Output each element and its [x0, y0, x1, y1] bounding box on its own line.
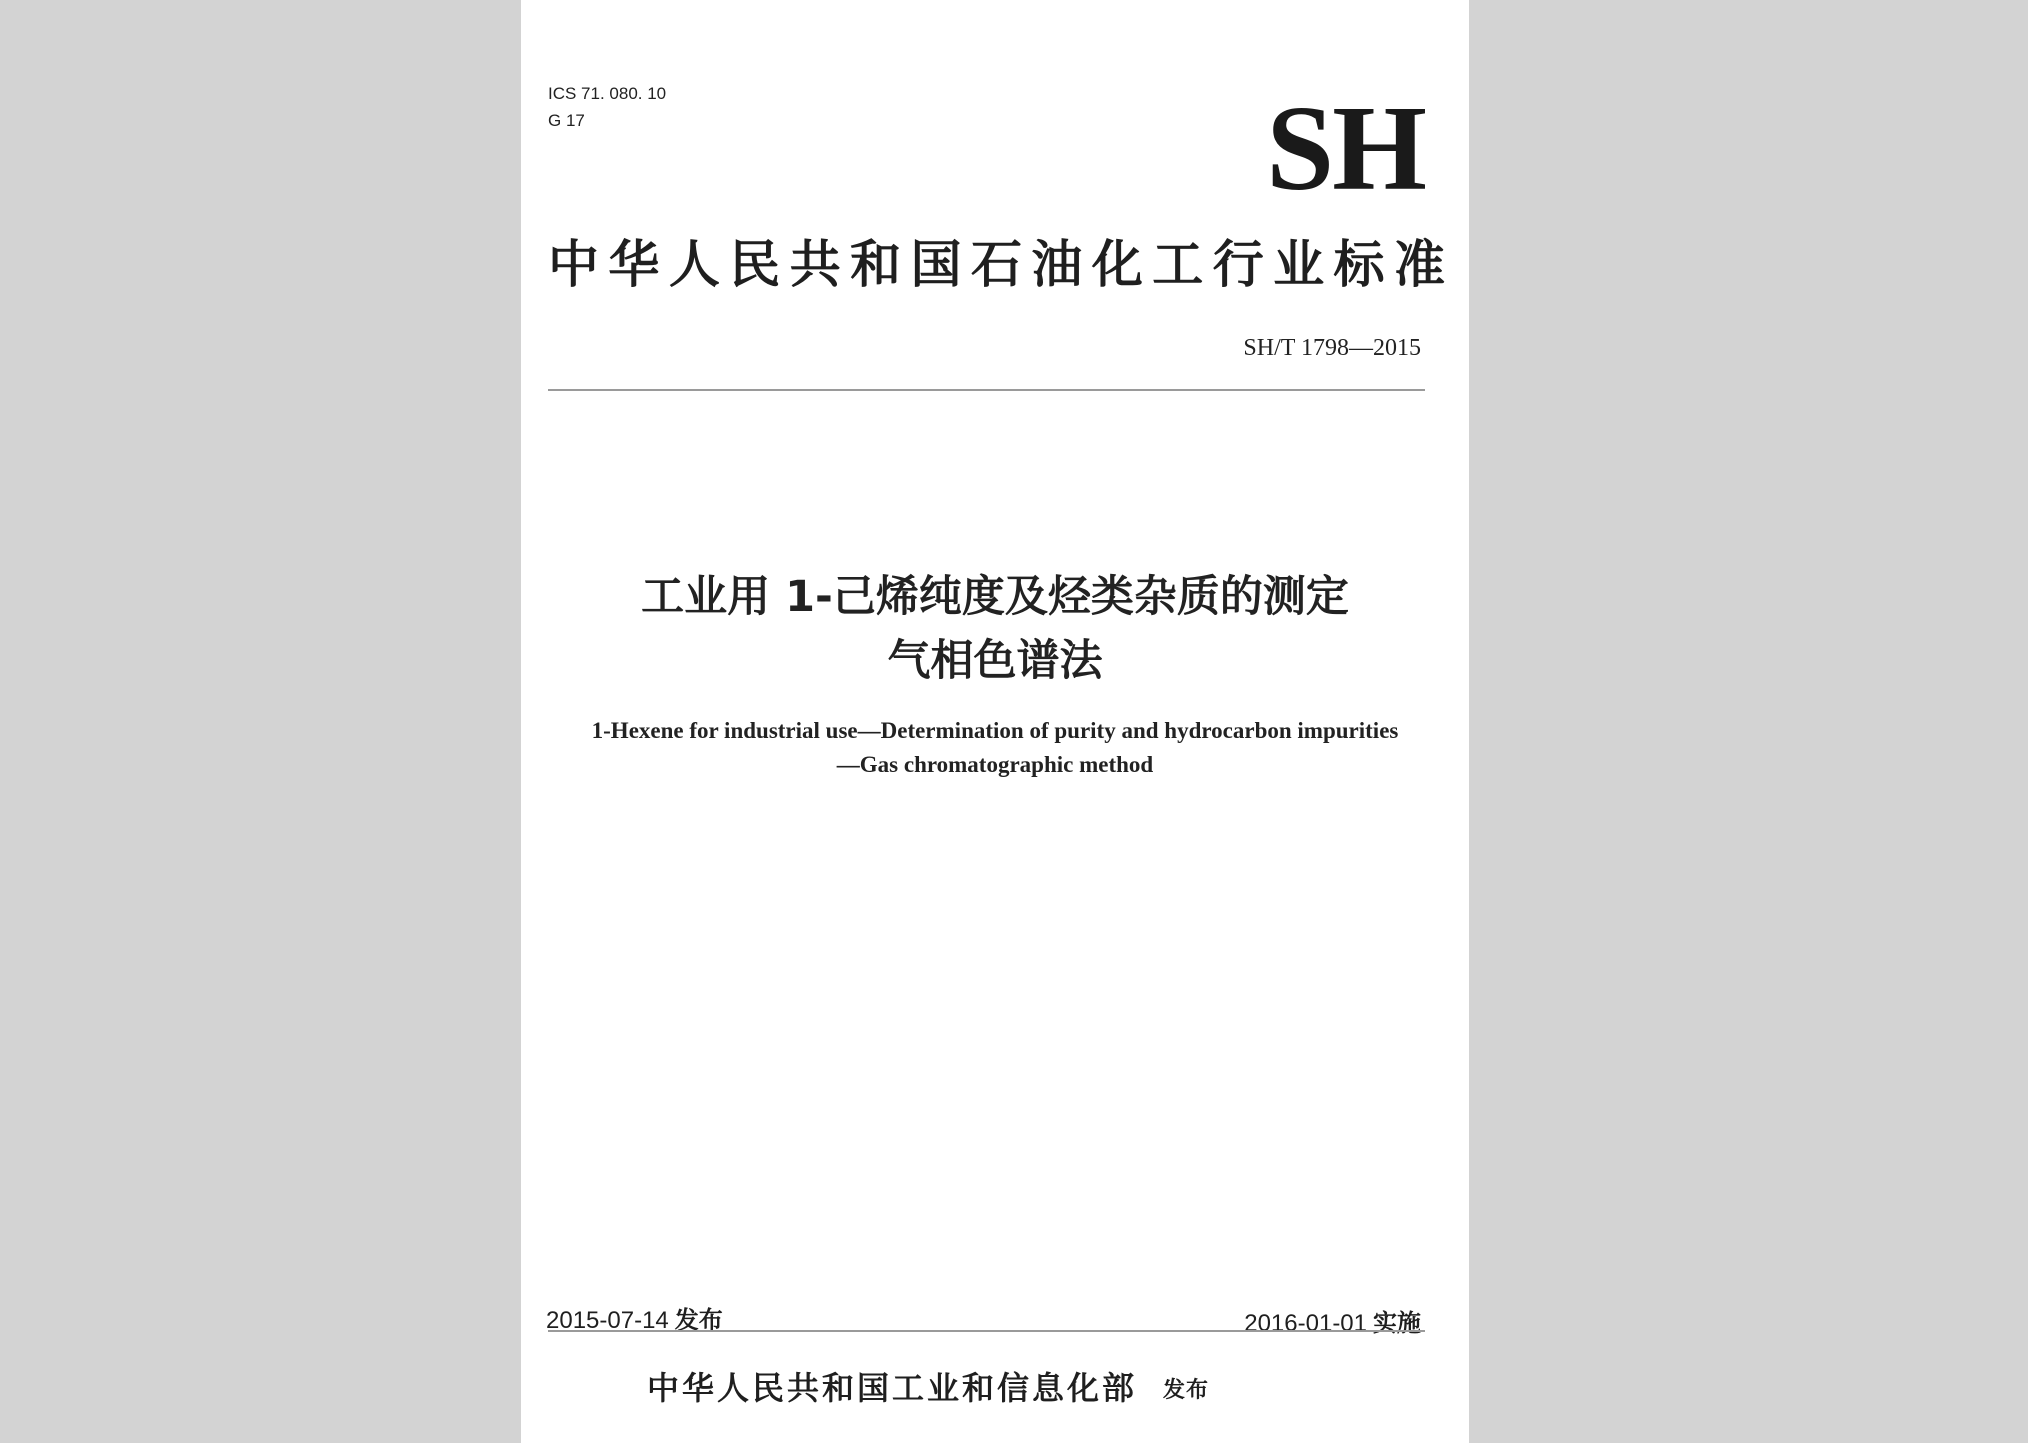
effective-label: 实施	[1373, 1309, 1421, 1337]
ics-code: ICS 71. 080. 10	[548, 84, 667, 103]
header-divider	[548, 389, 1425, 391]
cn-title-line1: 工业用 1-己烯纯度及烃类杂质的测定	[641, 572, 1349, 622]
issue-date: 2015-07-14	[546, 1307, 669, 1334]
effective-date: 2016-01-01	[1244, 1310, 1367, 1337]
document-page	[521, 0, 1469, 1443]
category-code: G 17	[548, 111, 585, 130]
effective-date-block	[1244, 1303, 1421, 1338]
sh-logo: SH	[1266, 81, 1425, 216]
issue-label: 发布	[674, 1306, 723, 1334]
en-title-line1: 1-Hexene for industrial use—Determination of purity and hydrocarbon impurities	[591, 718, 1399, 743]
standard-title: 中华人民共和国石油化工行业标准	[548, 236, 1445, 295]
publisher-block	[647, 1363, 1209, 1409]
publisher-name: 中华人民共和国工业和信息化部	[647, 1369, 1138, 1407]
cn-title-line2: 气相色谱法	[887, 636, 1103, 686]
publisher-suffix: 发布	[1163, 1378, 1210, 1403]
standard-number: SH/T 1798—2015	[1243, 335, 1421, 361]
footer-divider	[548, 1330, 1425, 1332]
en-title-line2: —Gas chromatographic method	[836, 752, 1154, 777]
